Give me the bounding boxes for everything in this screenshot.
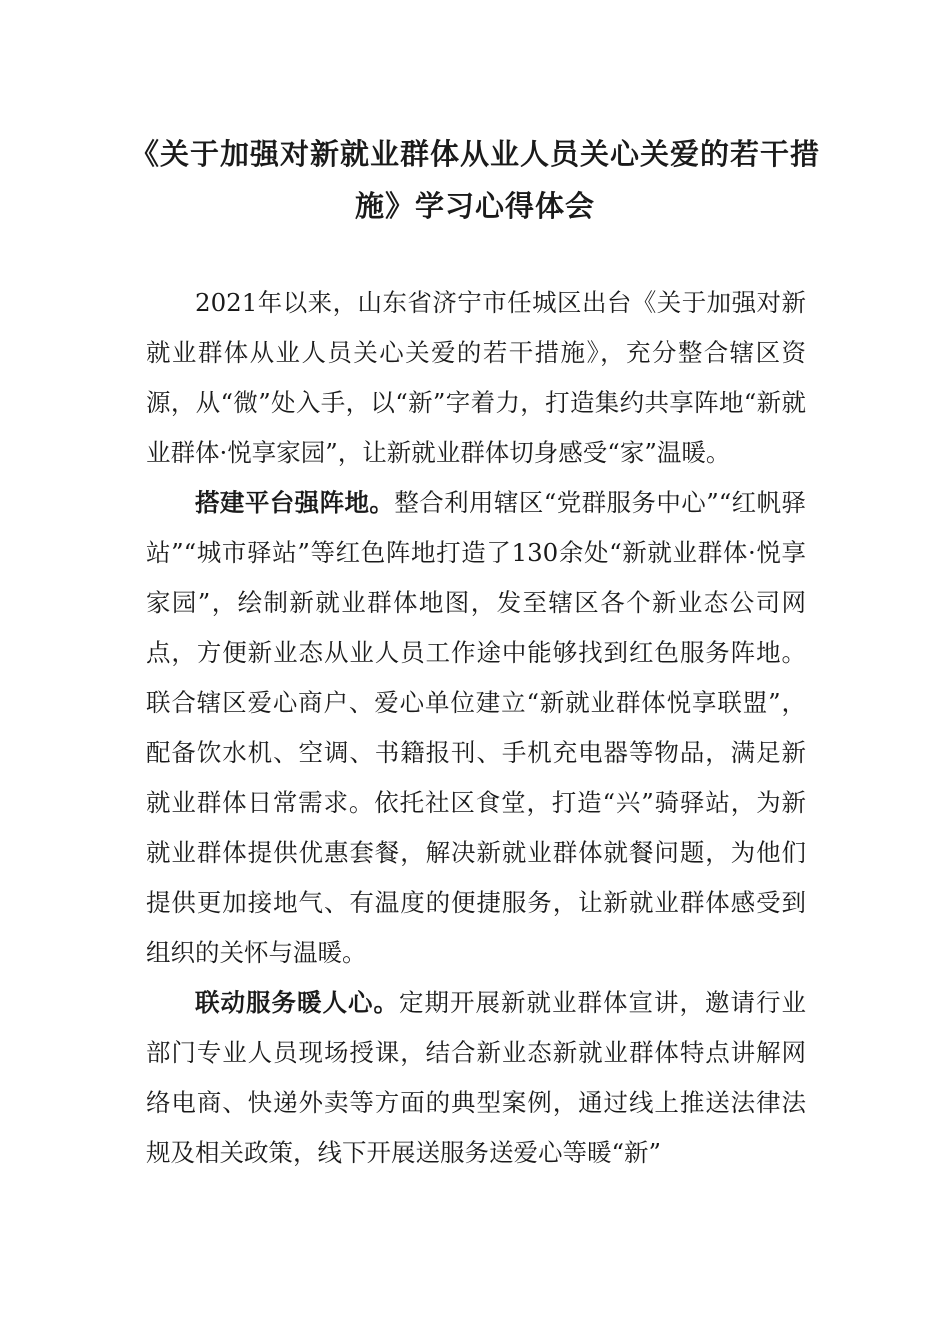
- paragraph-text: 定期开展新就业群体宣讲，邀请行业部门专业人员现场授课，结合新业态新就业群体特点讲解网络电商、快递外卖等方面的典型案例，通过线上推送法律法规及相关政策，线下开展送服务送爱心等暖“新”: [146, 988, 806, 1167]
- paragraph-service: [146, 978, 806, 1178]
- paragraph-text: 整合利用辖区“党群服务中心”“红帆驿站”“城市驿站”等红色阵地打造了130余处“新就业群体·悦享家园”，绘制新就业群体地图，发至辖区各个新业态公司网点，方便新业态从业人员工作途中能够找到红色服务阵地。联合辖区爱心商户、爱心单位建立“新就业群体悦享联盟”，配备饮水机、空调、书籍报刊、手机充电器等物品，满足新就业群体日常需求。依托社区食堂，打造“兴”骑驿站，为新就业群体提供优惠套餐，解决新就业群体就餐问题，为他们提供更加接地气、有温度的便捷服务，让新就业群体感受到组织的关怀与温暖。: [146, 488, 807, 967]
- document-title: 《关于加强对新就业群体从业人员关心关爱的若干措施》学习心得体会: [129, 137, 820, 223]
- paragraph-lead-heading: 搭建平台强阵地。: [195, 488, 395, 517]
- paragraph-intro: [146, 278, 806, 478]
- paragraph-platform: [146, 478, 806, 978]
- document-body: [146, 278, 806, 1178]
- paragraph-lead-heading: 联动服务暖人心。: [195, 988, 399, 1017]
- paragraph-text: 2021年以来，山东省济宁市任城区出台《关于加强对新就业群体从业人员关心关爱的若干措施》，充分整合辖区资源，从“微”处入手，以“新”字着力，打造集约共享阵地“新就业群体·悦享家园”，让新就业群体切身感受“家”温暖。: [146, 288, 806, 467]
